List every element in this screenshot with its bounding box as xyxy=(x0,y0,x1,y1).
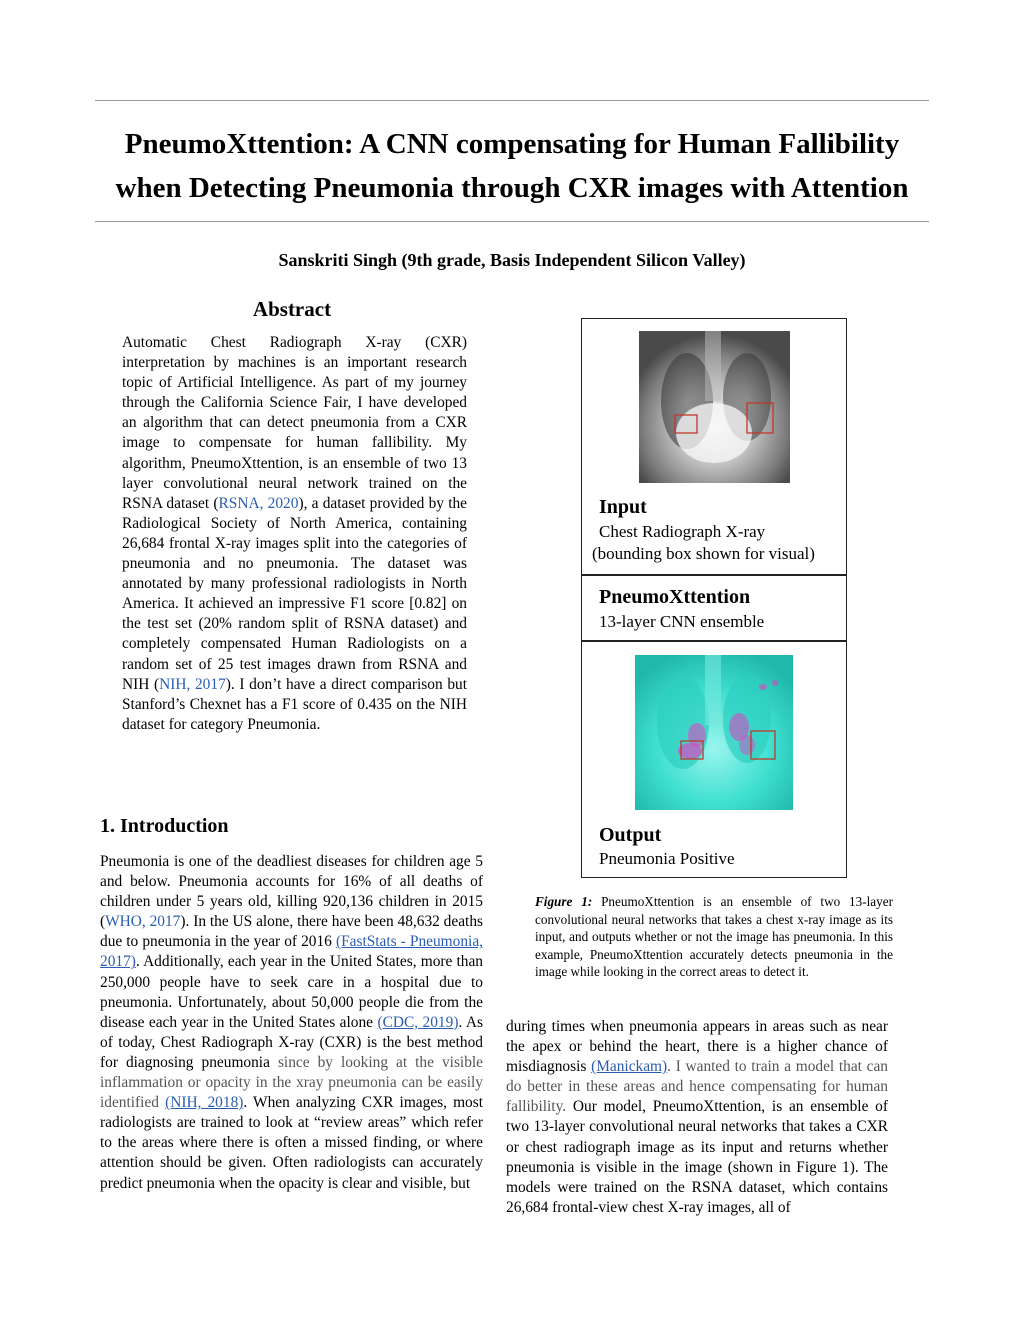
input-xray-svg xyxy=(639,331,790,483)
output-attention-svg xyxy=(635,655,793,810)
ref-who-link[interactable]: WHO, 2017 xyxy=(105,913,181,931)
figure-input-desc-2: (bounding box shown for visual) xyxy=(592,544,815,563)
title-bottom-rule xyxy=(95,221,929,222)
paper-title xyxy=(60,122,964,210)
ref-nih-2017-link[interactable]: NIH, 2017 xyxy=(159,675,226,693)
intro-text-2: ). In the US alone, there have been 48,632 deaths due to pneumonia in the year of 2016 xyxy=(100,913,484,951)
figure-1-caption xyxy=(535,893,893,981)
right-text-1: during times when pneumonia appears in areas such as near the apex or behind the heart, there is a higher chance of misdiagnosis xyxy=(506,1018,888,1076)
figure-caption-text: PneumoXttention is an ensemble of two 13-layer convolutional neural networks that takes a chest x-ray image as its input, and outputs whether or not the image has pneumonia. In this example, PneumoXttention accurately detects pneumonia in the image while looking in the correct areas to detect it. xyxy=(535,894,893,979)
figure-output-label: Output xyxy=(599,824,662,846)
intro-text-1: Pneumonia is one of the deadliest diseases for children age 5 and below. Pneumonia accounts for 16% of all deaths of children under 5 years old, killing 920,136 children in 2015 ( xyxy=(100,853,483,931)
introduction-body xyxy=(100,852,483,1194)
figure-divider-1 xyxy=(582,574,846,576)
figure-input-label: Input xyxy=(599,496,647,518)
intro-text-4: . As of today, Chest Radiograph X-ray (CXR) is the best method for diagnosing pneumonia xyxy=(100,1013,484,1071)
abstract-heading: Abstract xyxy=(252,297,332,321)
title-line-2: when Detecting Pneumonia through CXR images with Attention xyxy=(115,172,909,204)
intro-text-3: . Additionally, each year in the United States, more than 250,000 people have to seek care in a hospital due to pneumonia. Unfortunately, about 50,000 people die from the disease each year in the United States alone xyxy=(100,953,483,1031)
ref-cdc-link[interactable]: (CDC, 2019) xyxy=(377,1013,459,1031)
ref-faststats-link[interactable]: (FastStats - Pneumonia, 2017) xyxy=(100,933,483,971)
figure-model-desc: 13-layer CNN ensemble xyxy=(599,612,765,631)
intro-text-6: . When analyzing CXR images, most radiologists are trained to look at “review areas” which refer to the areas where there is often a missed finding, or where attention should be given. Often radiologists can accurately predict pneumonia when the opacity is clear and visible, but xyxy=(100,1094,484,1192)
figure-caption-label: Figure 1: xyxy=(535,894,593,909)
abstract-text-2: ), a dataset provided by the Radiological Society of North America, containing 26,684 frontal X-ray images split into the categories of pneumonia and no pneumonia. The dataset was annotated by many professional radiologists in North America. It achieved an impressive F1 score [0.82] on the test set (20% random split of RSNA dataset) and completely compensated Human Radiologists on a random set of 25 test images drawn from RSNA and NIH ( xyxy=(122,494,467,693)
abstract-body xyxy=(122,333,467,735)
abstract-text-3: ). I don’t have a direct comparison but Stanford’s Chexnet has a F1 score of 0.435 on the NIH dataset for category Pneumonia. xyxy=(122,675,468,733)
right-column-body xyxy=(506,1017,888,1218)
figure-model-label: PneumoXttention xyxy=(599,586,751,608)
intro-text-5: since by looking at the visible inflammation or opacity in the xray pneumonia can be easily identified xyxy=(100,1053,484,1112)
figure-output-desc: Pneumonia Positive xyxy=(599,849,735,868)
figure-1-box xyxy=(581,318,847,878)
output-attention-image xyxy=(635,655,793,810)
ref-nih-2018-link[interactable]: (NIH, 2018) xyxy=(165,1094,244,1112)
title-line-1: PneumoXttention: A CNN compensating for Human Fallibility xyxy=(124,128,900,160)
introduction-heading: 1. Introduction xyxy=(100,815,229,837)
input-xray-image xyxy=(639,331,790,483)
right-text-3: Our model, PneumoXttention, is an ensemble of two 13-layer convolutional neural networks that takes a CXR or chest radiograph image as its input and returns whether pneumonia is visible in the image (shown in Figure 1). The models were trained on the RSNA dataset, which contains 26,684 frontal-view chest X-ray images, all of xyxy=(506,1098,888,1216)
abstract-text-1: Automatic Chest Radiograph X-ray (CXR) interpretation by machines is an important research topic of Artificial Intelligence. As part of my journey through the California Science Fair, I have developed an algorithm that can detect pneumonia from a CXR image to compensate for human fallibility. My algorithm, PneumoXttention, is an ensemble of two 13 layer convolutional neural network trained on the RSNA dataset ( xyxy=(122,334,467,512)
ref-manickam-link[interactable]: (Manickam) xyxy=(591,1058,668,1076)
ref-rsna-link[interactable]: RSNA, 2020 xyxy=(218,494,299,512)
top-rule xyxy=(95,100,929,101)
author-line: Sanskriti Singh (9th grade, Basis Independent Silicon Valley) xyxy=(278,250,746,270)
right-text-2: . I wanted to train a model that can do better in these areas and hence compensating for human fallibility. xyxy=(506,1058,889,1116)
figure-input-desc-1: Chest Radiograph X-ray xyxy=(599,522,766,541)
figure-divider-2 xyxy=(582,640,846,642)
